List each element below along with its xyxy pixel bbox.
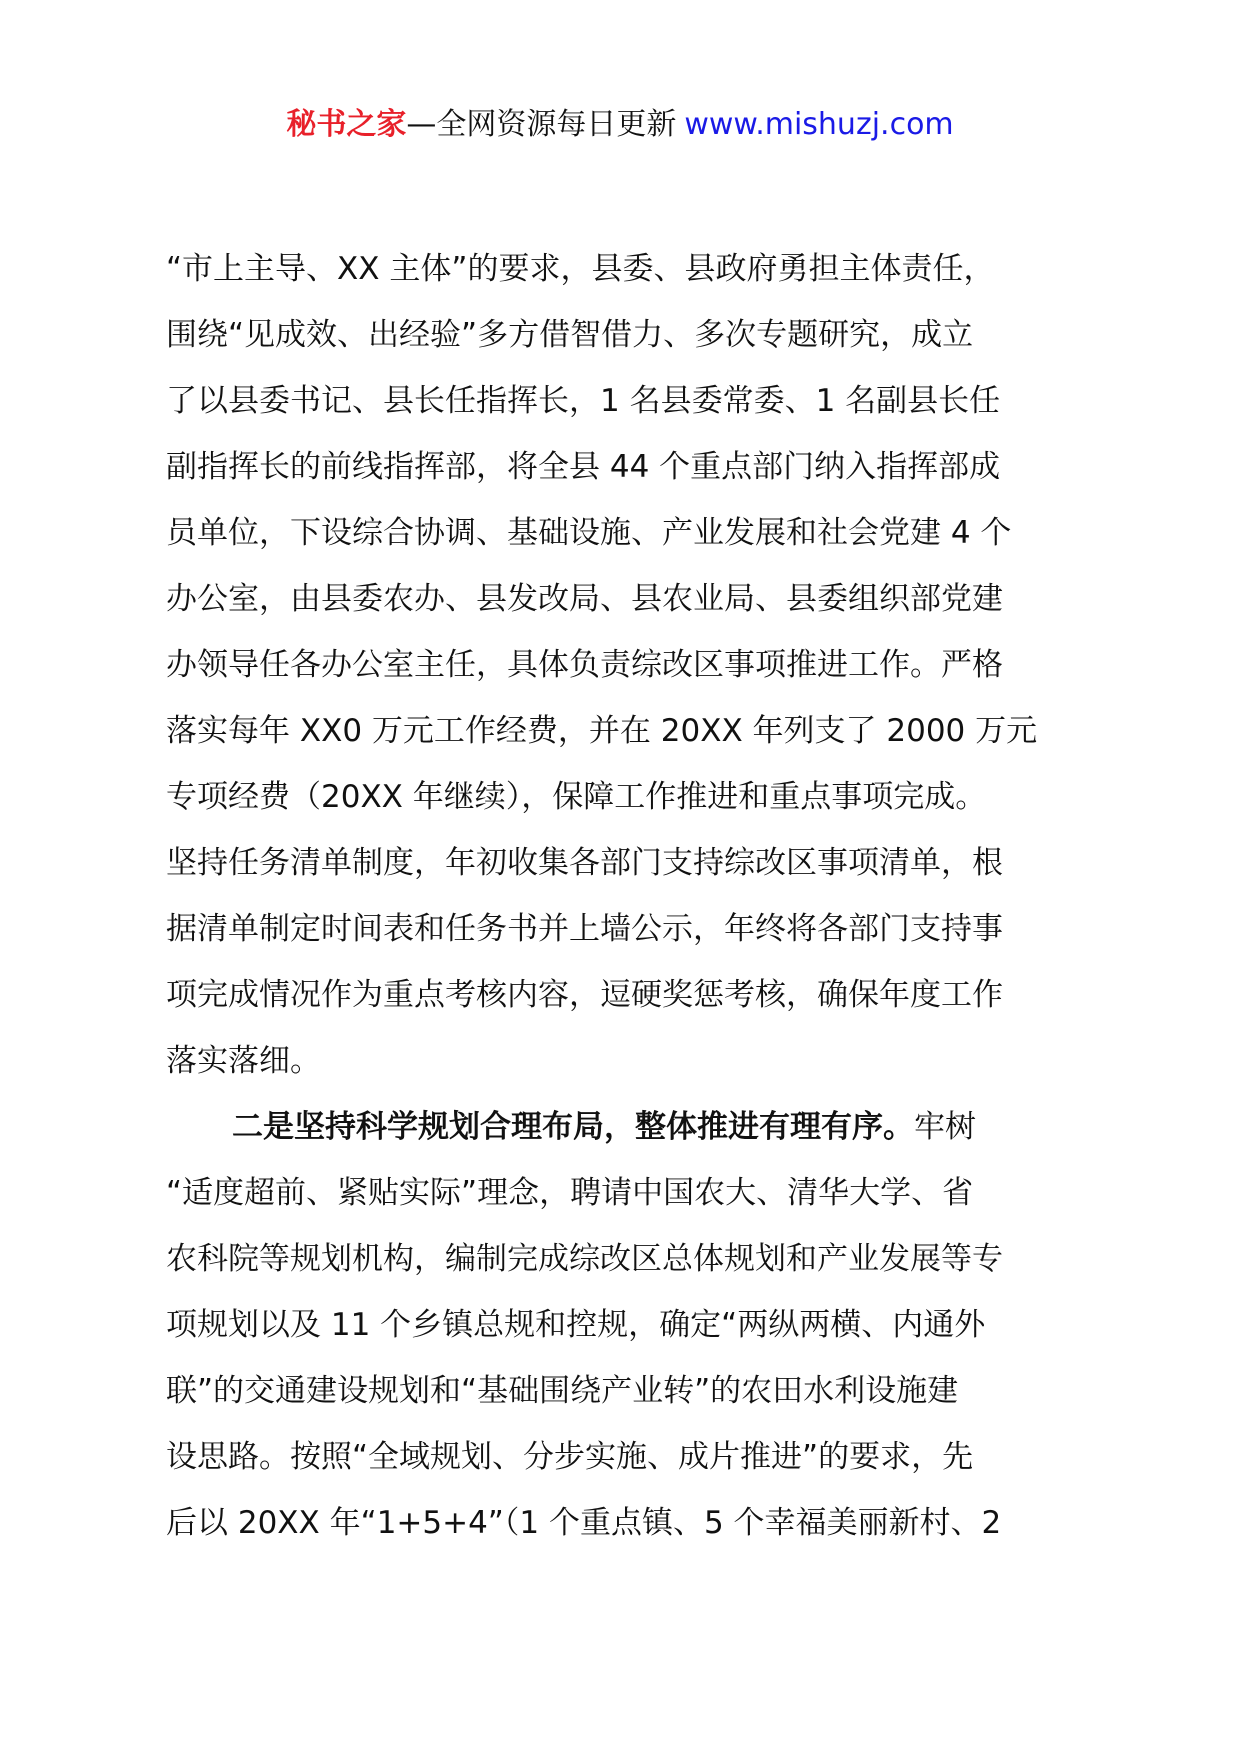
- text-line: 办领导任各办公室主任，具体负责综改区事项推进工作。严格: [166, 647, 1003, 683]
- text-line: 办公室，由县委农办、县发改局、县农业局、县委组织部党建: [166, 581, 1003, 617]
- text-line: 坚持任务清单制度，年初收集各部门支持综改区事项清单，根: [166, 845, 1003, 881]
- brand-name: 秘书之家: [286, 107, 407, 142]
- section-heading-line: 二是坚持科学规划合理布局，整体推进有理有序。牢树: [232, 1109, 976, 1145]
- text-line: 后以 20XX 年“1+5+4”（1 个重点镇、5 个幸福美丽新村、2: [166, 1505, 1002, 1541]
- text-line: 专项经费（20XX 年继续），保障工作推进和重点事项完成。: [166, 779, 987, 815]
- text-line: 了以县委书记、县长任指挥长，1 名县委常委、1 名副县长任: [166, 383, 1001, 419]
- text-line: 落实每年 XX0 万元工作经费，并在 20XX 年列支了 2000 万元: [166, 713, 1038, 749]
- text-line: 联”的交通建设规划和“基础围绕产业转”的农田水利设施建: [166, 1373, 959, 1409]
- header-slogan: —全网资源每日更新: [406, 107, 677, 142]
- text-line: 员单位，下设综合协调、基础设施、产业发展和社会党建 4 个: [166, 515, 1012, 551]
- document-body: [166, 242, 1088, 1562]
- text-line: 落实落细。: [166, 1043, 321, 1079]
- text-line: 项规划以及 11 个乡镇总规和控规，确定“两纵两横、内通外: [166, 1307, 986, 1343]
- text-line: “市上主导、XX 主体”的要求，县委、县政府勇担主体责任，: [166, 251, 995, 287]
- site-url-link[interactable]: www.mishuzj.com: [684, 107, 954, 142]
- text-line: 据清单制定时间表和任务书并上墙公示，年终将各部门支持事: [166, 911, 1003, 947]
- text-line: 项完成情况作为重点考核内容，逗硬奖惩考核，确保年度工作: [166, 977, 1003, 1013]
- text-line: 副指挥长的前线指挥部，将全县 44 个重点部门纳入指挥部成: [166, 449, 1001, 485]
- page-header: [0, 98, 1240, 152]
- text-line: 围绕“见成效、出经验”多方借智借力、多次专题研究，成立: [166, 317, 974, 353]
- section-heading: 二是坚持科学规划合理布局，整体推进有理有序。: [232, 1109, 914, 1145]
- text-line: “适度超前、紧贴实际”理念，聘请中国农大、清华大学、省: [166, 1175, 974, 1211]
- text-line: 农科院等规划机构，编制完成综改区总体规划和产业发展等专: [166, 1241, 1003, 1277]
- text-line: 设思路。按照“全域规划、分步实施、成片推进”的要求，先: [166, 1439, 974, 1475]
